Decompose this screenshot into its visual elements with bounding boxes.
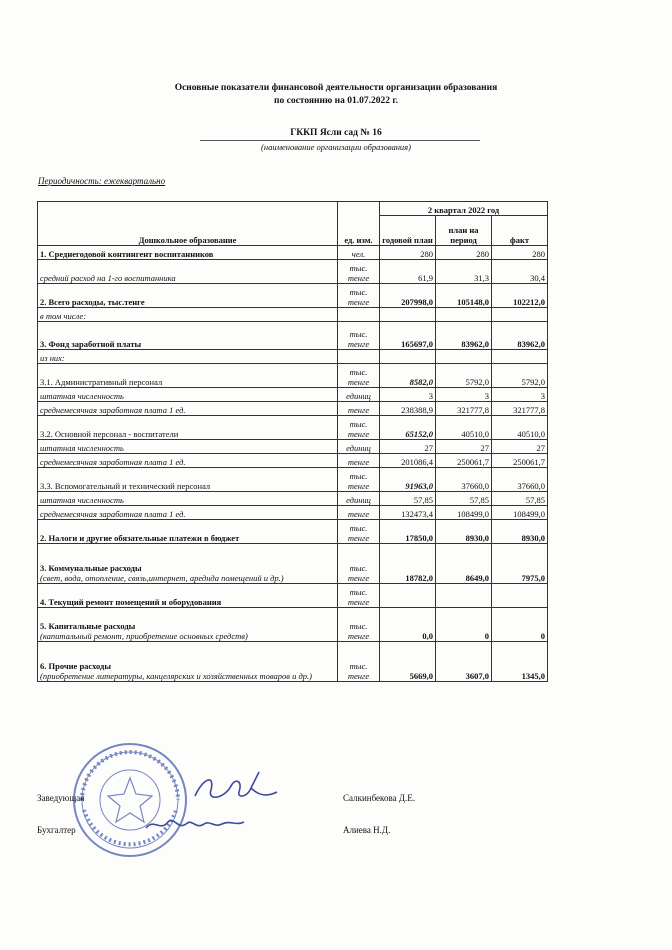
row-fact: 57,85	[492, 492, 548, 506]
row-unit: тыс. тенге	[338, 520, 380, 544]
row-unit: тенге	[338, 506, 380, 520]
row-unit: тенге	[338, 454, 380, 468]
row-annual: 132473,4	[380, 506, 436, 520]
row-annual	[380, 350, 436, 364]
header-fact: факт	[492, 216, 548, 246]
accountant-label: Бухгалтер	[37, 825, 76, 835]
row-annual: 65152,0	[380, 416, 436, 440]
table-row	[38, 402, 548, 416]
row-fact: 1345,0	[492, 642, 548, 682]
row-name	[38, 642, 338, 682]
row-unit: тыс. тенге	[338, 416, 380, 440]
row-unit: единиц	[338, 440, 380, 454]
director-name: Салкинбекова Д.Е.	[343, 793, 415, 803]
row-name-sub: (капитальный ремонт, приобретение основных средств)	[40, 631, 248, 641]
row-plan: 3607,0	[436, 642, 492, 682]
row-unit: тыс. тенге	[338, 544, 380, 584]
row-name	[38, 308, 338, 322]
row-name-text: среднемесячная заработная плата 1 ед.	[40, 457, 186, 467]
table-row	[38, 246, 548, 260]
row-name	[38, 260, 338, 284]
row-name-text: в том числе:	[40, 311, 87, 321]
row-name-text: штатная численность	[40, 443, 124, 453]
row-fact: 7975,0	[492, 544, 548, 584]
row-annual: 3	[380, 388, 436, 402]
table-row	[38, 284, 548, 308]
row-plan: 0	[436, 608, 492, 642]
row-name	[38, 246, 338, 260]
row-name-text: 3.2. Основной персонал - воспитатели	[40, 429, 179, 439]
row-fact: 30,4	[492, 260, 548, 284]
row-name-text: среднемесячная заработная плата 1 ед.	[40, 509, 186, 519]
row-plan: 250061,7	[436, 454, 492, 468]
row-name-text: средний расход на 1-го воспитанника	[40, 273, 176, 283]
row-plan: 37660,0	[436, 468, 492, 492]
row-annual: 280	[380, 246, 436, 260]
table-row	[38, 388, 548, 402]
table-row	[38, 364, 548, 388]
row-fact: 108499,0	[492, 506, 548, 520]
row-plan: 105148,0	[436, 284, 492, 308]
row-fact	[492, 584, 548, 608]
row-name-text: 1. Среднегодовой контингент воспитанников	[40, 249, 214, 259]
row-fact: 37660,0	[492, 468, 548, 492]
row-unit	[338, 350, 380, 364]
table-row	[38, 440, 548, 454]
row-name-text: 2. Всего расходы, тыс.тенге	[40, 297, 145, 307]
row-name-text: штатная численность	[40, 495, 124, 505]
official-stamp	[70, 740, 190, 860]
row-plan: 40510,0	[436, 416, 492, 440]
table-row	[38, 468, 548, 492]
row-unit: единиц	[338, 388, 380, 402]
row-name-text: 6. Прочие расходы	[40, 661, 111, 671]
row-name	[38, 416, 338, 440]
row-name	[38, 364, 338, 388]
row-unit: тыс. тенге	[338, 260, 380, 284]
row-fact: 83962,0	[492, 322, 548, 350]
table-row	[38, 506, 548, 520]
row-unit: тыс. тенге	[338, 322, 380, 350]
table-row	[38, 520, 548, 544]
row-fact: 5792,0	[492, 364, 548, 388]
row-plan: 280	[436, 246, 492, 260]
row-name	[38, 506, 338, 520]
row-plan	[436, 350, 492, 364]
row-name	[38, 284, 338, 308]
row-name	[38, 492, 338, 506]
row-fact: 3	[492, 388, 548, 402]
header-name: Дошкольное образование	[38, 202, 338, 246]
table-row	[38, 544, 548, 584]
row-plan: 8930,0	[436, 520, 492, 544]
row-plan: 83962,0	[436, 322, 492, 350]
row-name-text: 4. Текущий ремонт помещений и оборудования	[40, 597, 222, 607]
org-name: ГККП Ясли сад № 16	[290, 128, 382, 138]
financial-table	[37, 201, 548, 682]
row-name	[38, 388, 338, 402]
row-name	[38, 402, 338, 416]
table-row	[38, 260, 548, 284]
row-unit: тыс. тенге	[338, 364, 380, 388]
org-caption: (наименование организации образования)	[261, 142, 411, 152]
row-fact: 250061,7	[492, 454, 548, 468]
row-annual: 91963,0	[380, 468, 436, 492]
row-name-text: из них:	[40, 353, 65, 363]
row-annual: 238388,9	[380, 402, 436, 416]
row-fact	[492, 350, 548, 364]
row-name	[38, 584, 338, 608]
table-row	[38, 416, 548, 440]
org-underline	[200, 140, 480, 141]
row-unit: тенге	[338, 402, 380, 416]
row-annual: 8582,0	[380, 364, 436, 388]
row-fact: 321777,8	[492, 402, 548, 416]
row-name	[38, 350, 338, 364]
row-annual: 5669,0	[380, 642, 436, 682]
doc-title-line2: по состоянию на 01.07.2022 г.	[274, 96, 398, 106]
table-row	[38, 454, 548, 468]
row-annual: 61,9	[380, 260, 436, 284]
row-name-text: 3. Фонд заработной платы	[40, 339, 142, 349]
row-name	[38, 440, 338, 454]
row-plan: 5792,0	[436, 364, 492, 388]
doc-title-line1: Основные показатели финансовой деятельности организации образования	[174, 83, 498, 93]
row-plan	[436, 308, 492, 322]
row-plan: 108499,0	[436, 506, 492, 520]
row-fact: 8930,0	[492, 520, 548, 544]
row-fact	[492, 308, 548, 322]
row-name-text: 2. Налоги и другие обязательные платежи в бюджет	[40, 533, 240, 543]
row-fact: 280	[492, 246, 548, 260]
row-name-text: 5. Капитальные расходы	[40, 621, 136, 631]
row-name-text: 3. Коммунальные расходы	[40, 563, 142, 573]
table-body	[38, 246, 548, 682]
row-plan: 8649,0	[436, 544, 492, 584]
row-name	[38, 520, 338, 544]
row-plan: 27	[436, 440, 492, 454]
accountant-name: Алиева Н.Д.	[343, 825, 391, 835]
row-plan	[436, 584, 492, 608]
row-plan: 31,3	[436, 260, 492, 284]
row-unit	[338, 308, 380, 322]
periodicity: Периодичность: ежеквартально	[38, 176, 166, 186]
table-row	[38, 492, 548, 506]
row-annual: 201086,4	[380, 454, 436, 468]
row-name	[38, 468, 338, 492]
row-unit: чел.	[338, 246, 380, 260]
accountant-signature-icon	[140, 812, 250, 838]
table-row	[38, 584, 548, 608]
row-fact: 40510,0	[492, 416, 548, 440]
row-annual: 18782,0	[380, 544, 436, 584]
row-unit: тыс. тенге	[338, 584, 380, 608]
row-annual	[380, 308, 436, 322]
row-name	[38, 608, 338, 642]
row-name-sub: (приобретение литературы, канцелярских и хозяйственных товаров и др.)	[40, 671, 312, 681]
director-label: Заведующая	[37, 793, 85, 803]
row-unit: тыс. тенге	[338, 468, 380, 492]
row-plan: 57,85	[436, 492, 492, 506]
row-name-text: 3.3. Вспомогательный и технический персонал	[40, 481, 211, 491]
row-name	[38, 322, 338, 350]
header-period: 2 квартал 2022 год	[380, 202, 548, 216]
table-row	[38, 322, 548, 350]
director-signature-icon	[185, 768, 285, 810]
table-row	[38, 350, 548, 364]
row-fact: 102212,0	[492, 284, 548, 308]
row-unit: единиц	[338, 492, 380, 506]
row-annual: 17850,0	[380, 520, 436, 544]
row-annual: 207998,0	[380, 284, 436, 308]
row-name-text: 3.1. Административный персонал	[40, 377, 163, 387]
row-name	[38, 544, 338, 584]
row-annual	[380, 584, 436, 608]
row-annual: 27	[380, 440, 436, 454]
row-annual: 0,0	[380, 608, 436, 642]
table-row	[38, 608, 548, 642]
row-unit: тыс. тенге	[338, 642, 380, 682]
row-plan: 321777,8	[436, 402, 492, 416]
header-period-plan: план на период	[436, 216, 492, 246]
row-name	[38, 454, 338, 468]
header-annual: годовой план	[380, 216, 436, 246]
row-name-text: штатная численность	[40, 391, 124, 401]
row-name-sub: (свет, вода, отопление, связь,интернет, аредндa помещений и др.)	[40, 573, 284, 583]
row-name-text: среднемесячная заработная плата 1 ед.	[40, 405, 186, 415]
row-plan: 3	[436, 388, 492, 402]
table-row	[38, 308, 548, 322]
row-unit: тыс. тенге	[338, 284, 380, 308]
table-row	[38, 642, 548, 682]
row-annual: 57,85	[380, 492, 436, 506]
row-fact: 0	[492, 608, 548, 642]
row-fact: 27	[492, 440, 548, 454]
row-annual: 165697,0	[380, 322, 436, 350]
row-unit: тыс. тенге	[338, 608, 380, 642]
header-unit: ед. изм.	[338, 202, 380, 246]
